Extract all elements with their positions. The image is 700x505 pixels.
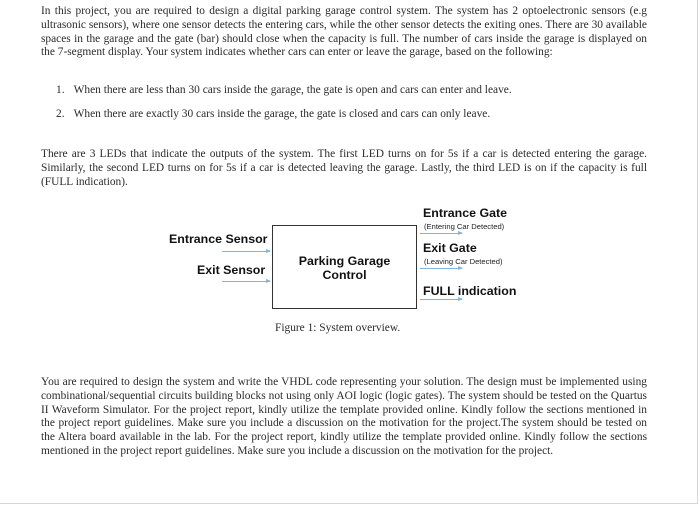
- requirements-paragraph: You are required to design the system and write the VHDL code representing your solution. The design must be implemented using combinational/sequential circuits building blocks not using only AOI logic (logic gates). The system should be tested on the Quartus II Waveform Simulator. For the project report, kindly utilize the template provided online. Kindly follow the sections mentioned in the project report guidelines. Make sure you include a discussion on the motivation for the project.The system should be tested on the Altera board available in the lab. For the project report, kindly utilize the template provided online. Kindly follow the sections mentioned in the project report guidelines. Make sure you include a discussion on the motivation for the project.: [41, 376, 647, 457]
- entrance-sensor-label: Entrance Sensor: [169, 232, 268, 246]
- block-title-line-2: Control: [322, 268, 367, 282]
- list-item-text: When there are less than 30 cars inside the garage, the gate is open and cars can enter and leave.: [73, 84, 512, 96]
- entrance-gate-arrow: [420, 233, 462, 234]
- exit-gate-sublabel: (Leaving Car Detected): [424, 257, 503, 266]
- parking-garage-control-block: [272, 225, 417, 309]
- entrance-gate-label: Entrance Gate: [423, 206, 508, 220]
- figure-caption: Figure 1: System overview.: [275, 322, 401, 334]
- exit-gate-label: Exit Gate: [423, 241, 477, 255]
- full-indication-label: FULL indication: [423, 284, 517, 298]
- led-paragraph: There are 3 LEDs that indicate the outputs of the system. The first LED turns on for 5s if a car is detected entering the garage. Similarly, the second LED turns on for 5s if a car is detected leaving the garage. Lastly, the third LED is on if the capacity is full (FULL indication).: [41, 148, 647, 188]
- exit-sensor-label: Exit Sensor: [197, 263, 266, 277]
- block-title: [273, 254, 416, 282]
- full-indication-arrow: [420, 299, 462, 300]
- intro-paragraph: In this project, you are required to design a digital parking garage control system. The system has 2 optoelectronic sensors (e.g ultrasonic sensors), where one sensor detects the entering cars, while the other sensor detects the exiting ones. There are 30 available spaces in the garage and the gate (bar) should close when the capacity is full. The number of cars inside the garage is displayed on the 7-segment display. Your system indicates whether cars can enter or leave the garage, based on the following:: [41, 5, 647, 59]
- exit-gate-arrow: [420, 268, 462, 269]
- entrance-gate-sublabel: (Entering Car Detected): [424, 222, 505, 231]
- entrance-sensor-arrow: [222, 251, 270, 252]
- list-item-text: When there are exactly 30 cars inside the garage, the gate is closed and cars can only leave.: [73, 108, 491, 120]
- list-item-number: 2.: [56, 108, 65, 120]
- block-title-line-1: Parking Garage: [298, 254, 391, 268]
- exit-sensor-arrow: [222, 281, 270, 282]
- list-item-number: 1.: [56, 84, 65, 96]
